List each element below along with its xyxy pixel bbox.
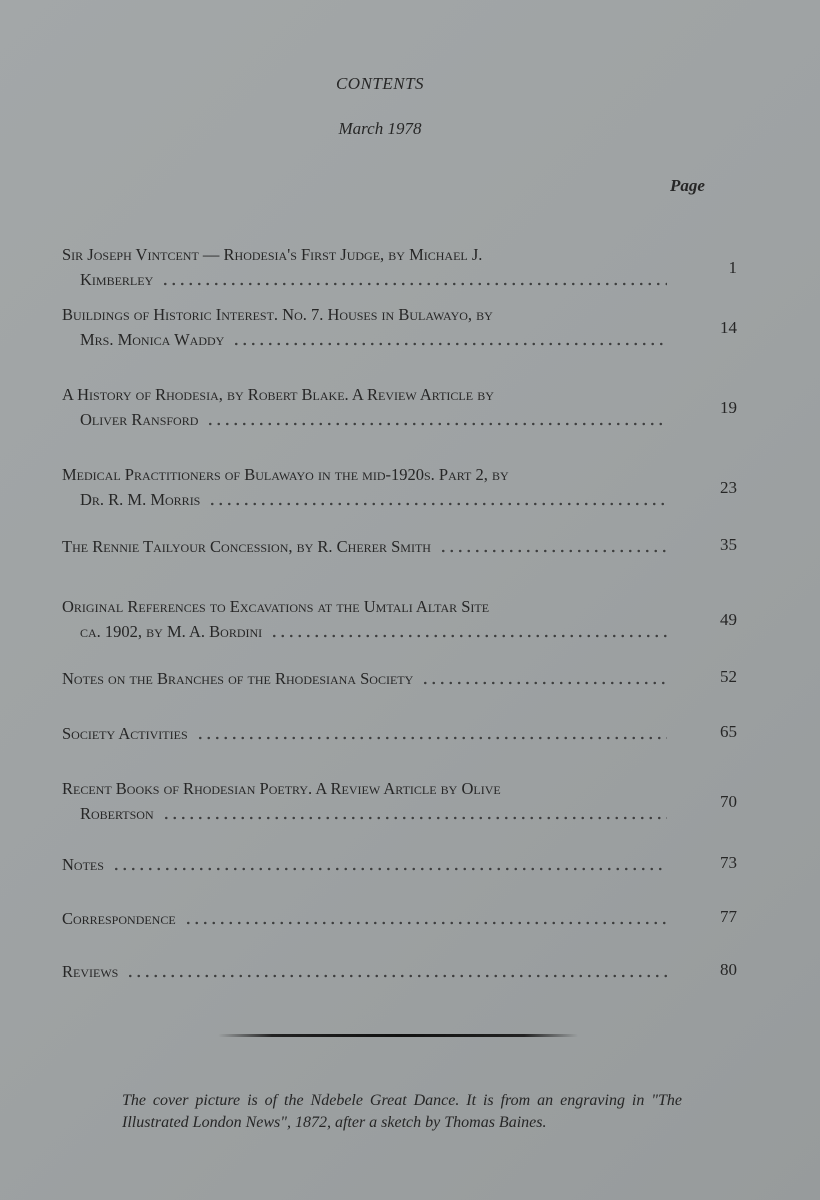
entry-title-text: Sir Joseph Vintcent — Rhodesia's First Judge, by Michael J. [62,245,483,264]
entry-line [62,462,667,487]
toc-entry [62,906,737,931]
entry-title-text: Correspondence [62,909,176,928]
dot-leader [196,736,667,740]
toc-entry [62,959,737,984]
entry-title-text: The Rennie Tailyour Concession, by R. Cherer Smith [62,537,431,556]
toc-entry [62,776,737,826]
dot-leader [439,549,667,553]
toc-entry [62,594,737,644]
page-number: 73 [720,853,737,872]
page-number: 19 [720,398,737,417]
toc-entry [62,852,737,877]
entry-title-text: Notes on the Branches of the Rhodesiana Society [62,669,414,688]
entry-title-text: Robertson [80,804,154,823]
page-number: 70 [720,792,737,811]
entry-line [62,382,667,407]
dot-leader [208,502,667,506]
dot-leader [206,422,667,426]
entry-line [62,959,667,984]
entry-title-text: Buildings of Historic Interest. No. 7. Houses in Bulawayo, by [62,305,493,324]
toc-entry [62,302,737,352]
dot-leader [126,974,667,978]
entry-line [62,801,667,826]
toc-entry [62,534,737,559]
entry-line [62,534,667,559]
toc-entry [62,242,737,292]
dot-leader [421,681,667,685]
page-number: 35 [720,535,737,554]
dot-leader [162,816,667,820]
entry-line [62,721,667,746]
page-number: 65 [720,722,737,741]
entry-title-text: Original References to Excavations at the Umtali Altar Site [62,597,490,616]
entry-line [62,666,667,691]
entry-title-text: Oliver Ransford [80,410,199,429]
dot-leader [232,342,667,346]
divider-rule [218,1034,578,1037]
toc-entry [62,462,737,512]
page-number: 52 [720,667,737,686]
entry-line [62,594,667,619]
page-number: 14 [720,318,737,337]
entry-line [62,906,667,931]
entry-title-text: Kimberley [80,270,154,289]
entry-line [62,852,667,877]
toc-entry [62,382,737,432]
entry-line [62,267,667,292]
page-number: 23 [720,478,737,497]
entry-line [62,242,667,267]
page-column-header: Page [670,176,705,195]
entry-title-text: Mrs. Monica Waddy [80,330,225,349]
dot-leader [161,282,667,286]
page-number: 80 [720,960,737,979]
page-number: 77 [720,907,737,926]
entry-line [62,327,667,352]
issue-date: March 1978 [338,119,422,138]
entry-line [62,487,667,512]
entry-title-text: Recent Books of Rhodesian Poetry. A Review Article by Olive [62,779,501,798]
entry-title-text: Reviews [62,962,119,981]
entry-title-text: Medical Practitioners of Bulawayo in the mid-1920s. Part 2, by [62,465,509,484]
page-number: 1 [728,258,737,277]
page-number: 49 [720,610,737,629]
dot-leader [270,634,667,638]
dot-leader [112,867,667,871]
entry-title-text: Society Activities [62,724,188,743]
entry-title-text: ca. 1902, by M. A. Bordini [80,622,263,641]
entry-title-text: Dr. R. M. Morris [80,490,201,509]
entry-title-text: Notes [62,855,104,874]
dot-leader [184,921,667,925]
entry-line [62,407,667,432]
toc-entry [62,721,737,746]
entry-title-text: A History of Rhodesia, by Robert Blake. A Review Article by [62,385,494,404]
entry-line [62,302,667,327]
cover-caption: The cover picture is of the Ndebele Great Dance. It is from an engraving in "The Illustrated London News", 1872, after a sketch by Thomas Baines. [122,1092,682,1131]
contents-title: CONTENTS [335,74,425,93]
toc-entry [62,666,737,691]
entry-line [62,619,667,644]
entry-line [62,776,667,801]
